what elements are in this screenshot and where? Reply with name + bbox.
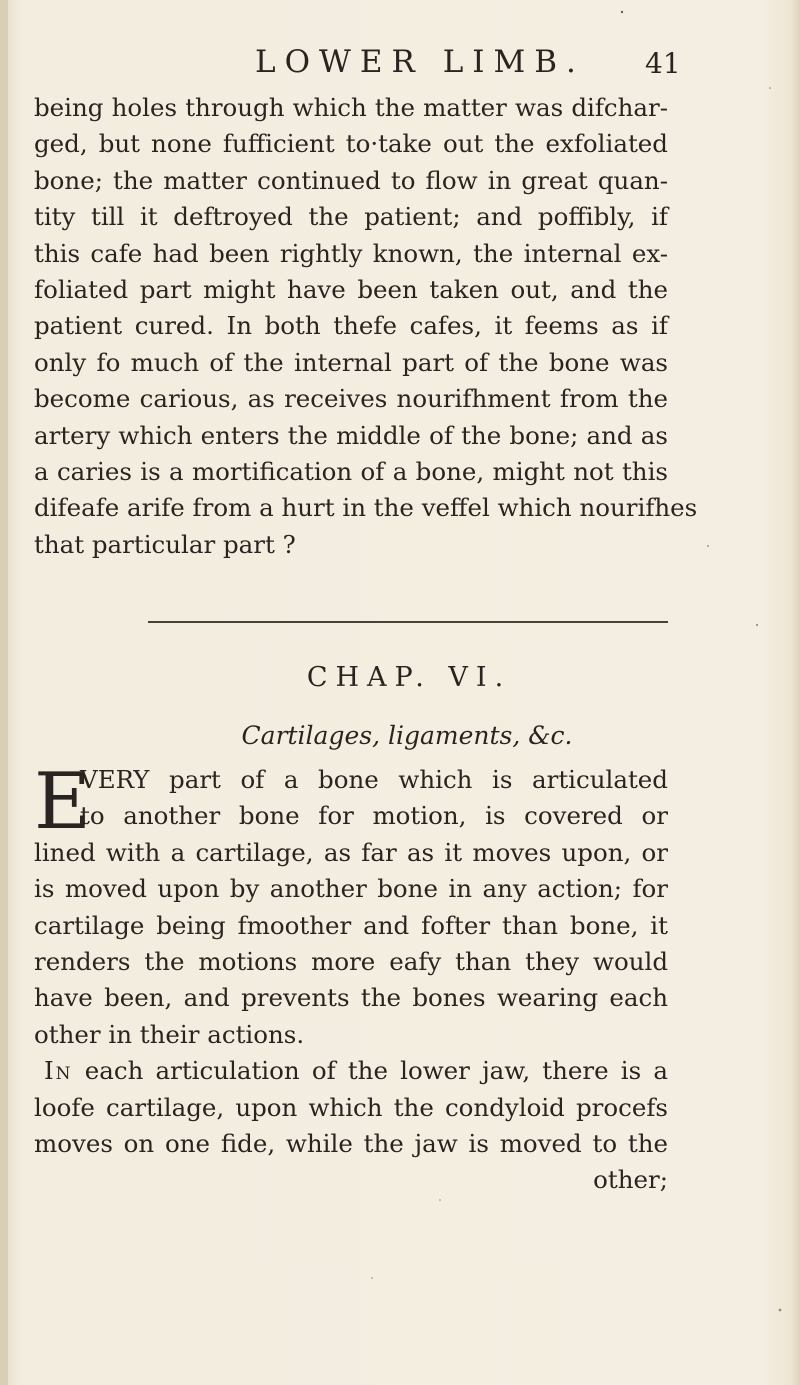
page-number: 41 — [645, 47, 681, 80]
paragraph-2 — [34, 757, 668, 1199]
text-line: moves on one fide, while the jaw is moved to the — [34, 1128, 668, 1158]
text-line: patient cured. In both thefe cafes, it feems as if — [34, 311, 668, 341]
paragraph-3-lead-word: In — [44, 1056, 73, 1086]
drop-cap: E — [34, 757, 91, 847]
text-line: other in their actions. — [34, 1019, 305, 1049]
text-line: tity till it deftroyed the patient; and poffibly, if — [34, 202, 668, 232]
paper-speck — [779, 1309, 782, 1312]
text-line: that particular part ? — [34, 529, 296, 559]
text-line: artery which enters the middle of the bone; and as — [34, 420, 668, 450]
text-line: renders the motions more eafy than they would — [34, 946, 668, 976]
running-head: LOWER LIMB. — [255, 44, 585, 80]
paper-speck — [371, 1277, 373, 1279]
text-line: a caries is a mortification of a bone, might not this — [34, 456, 668, 486]
paper-speck — [621, 11, 623, 13]
text-line: being holes through which the matter was difchar- — [34, 93, 668, 122]
text-line: is moved upon by another bone in any action; for — [34, 874, 668, 904]
catchword: other; — [593, 1165, 668, 1195]
chapter-divider-rule — [148, 621, 668, 623]
text-line-segment: each articulation of the lower jaw, there is a — [72, 1056, 668, 1086]
text-line: only fo much of the internal part of the bone was — [34, 347, 668, 377]
text-line: foliated part might have been taken out, and the — [34, 274, 668, 304]
text-line: difeafe arife from a hurt in the veffel which nourifhes — [34, 493, 698, 523]
text-line: lined with a cartilage, as far as it moves upon, or — [34, 837, 668, 867]
paper-speck — [756, 624, 758, 626]
chapter-subtitle: Cartilages, ligaments, &c. — [241, 721, 573, 750]
paragraph-3-first-line — [34, 1053, 668, 1089]
chapter-heading: CHAP. VI. — [306, 662, 512, 693]
paper-speck — [707, 545, 709, 547]
text-line: loofe cartilage, upon which the condyloid procefs — [34, 1092, 668, 1122]
paper-speck — [769, 87, 771, 89]
text-line: this cafe had been rightly known, the internal ex- — [34, 238, 668, 268]
paper-speck — [439, 1199, 441, 1201]
paragraph-1 — [34, 90, 698, 563]
text-line: ged, but none fufficient to·take out the exfoliated — [34, 129, 668, 159]
text-line: bone; the matter continued to flow in great quan- — [34, 165, 668, 195]
text-line: become carious, as receives nourifhment from the — [34, 384, 668, 414]
text-line: VERY part of a bone which is articulated — [80, 765, 668, 794]
text-line: cartilage being fmoother and fofter than bone, it — [34, 910, 668, 940]
text-line: to another bone for motion, is covered or — [80, 801, 668, 831]
text-line: have been, and prevents the bones wearing each — [34, 983, 668, 1013]
page-header — [0, 40, 800, 84]
